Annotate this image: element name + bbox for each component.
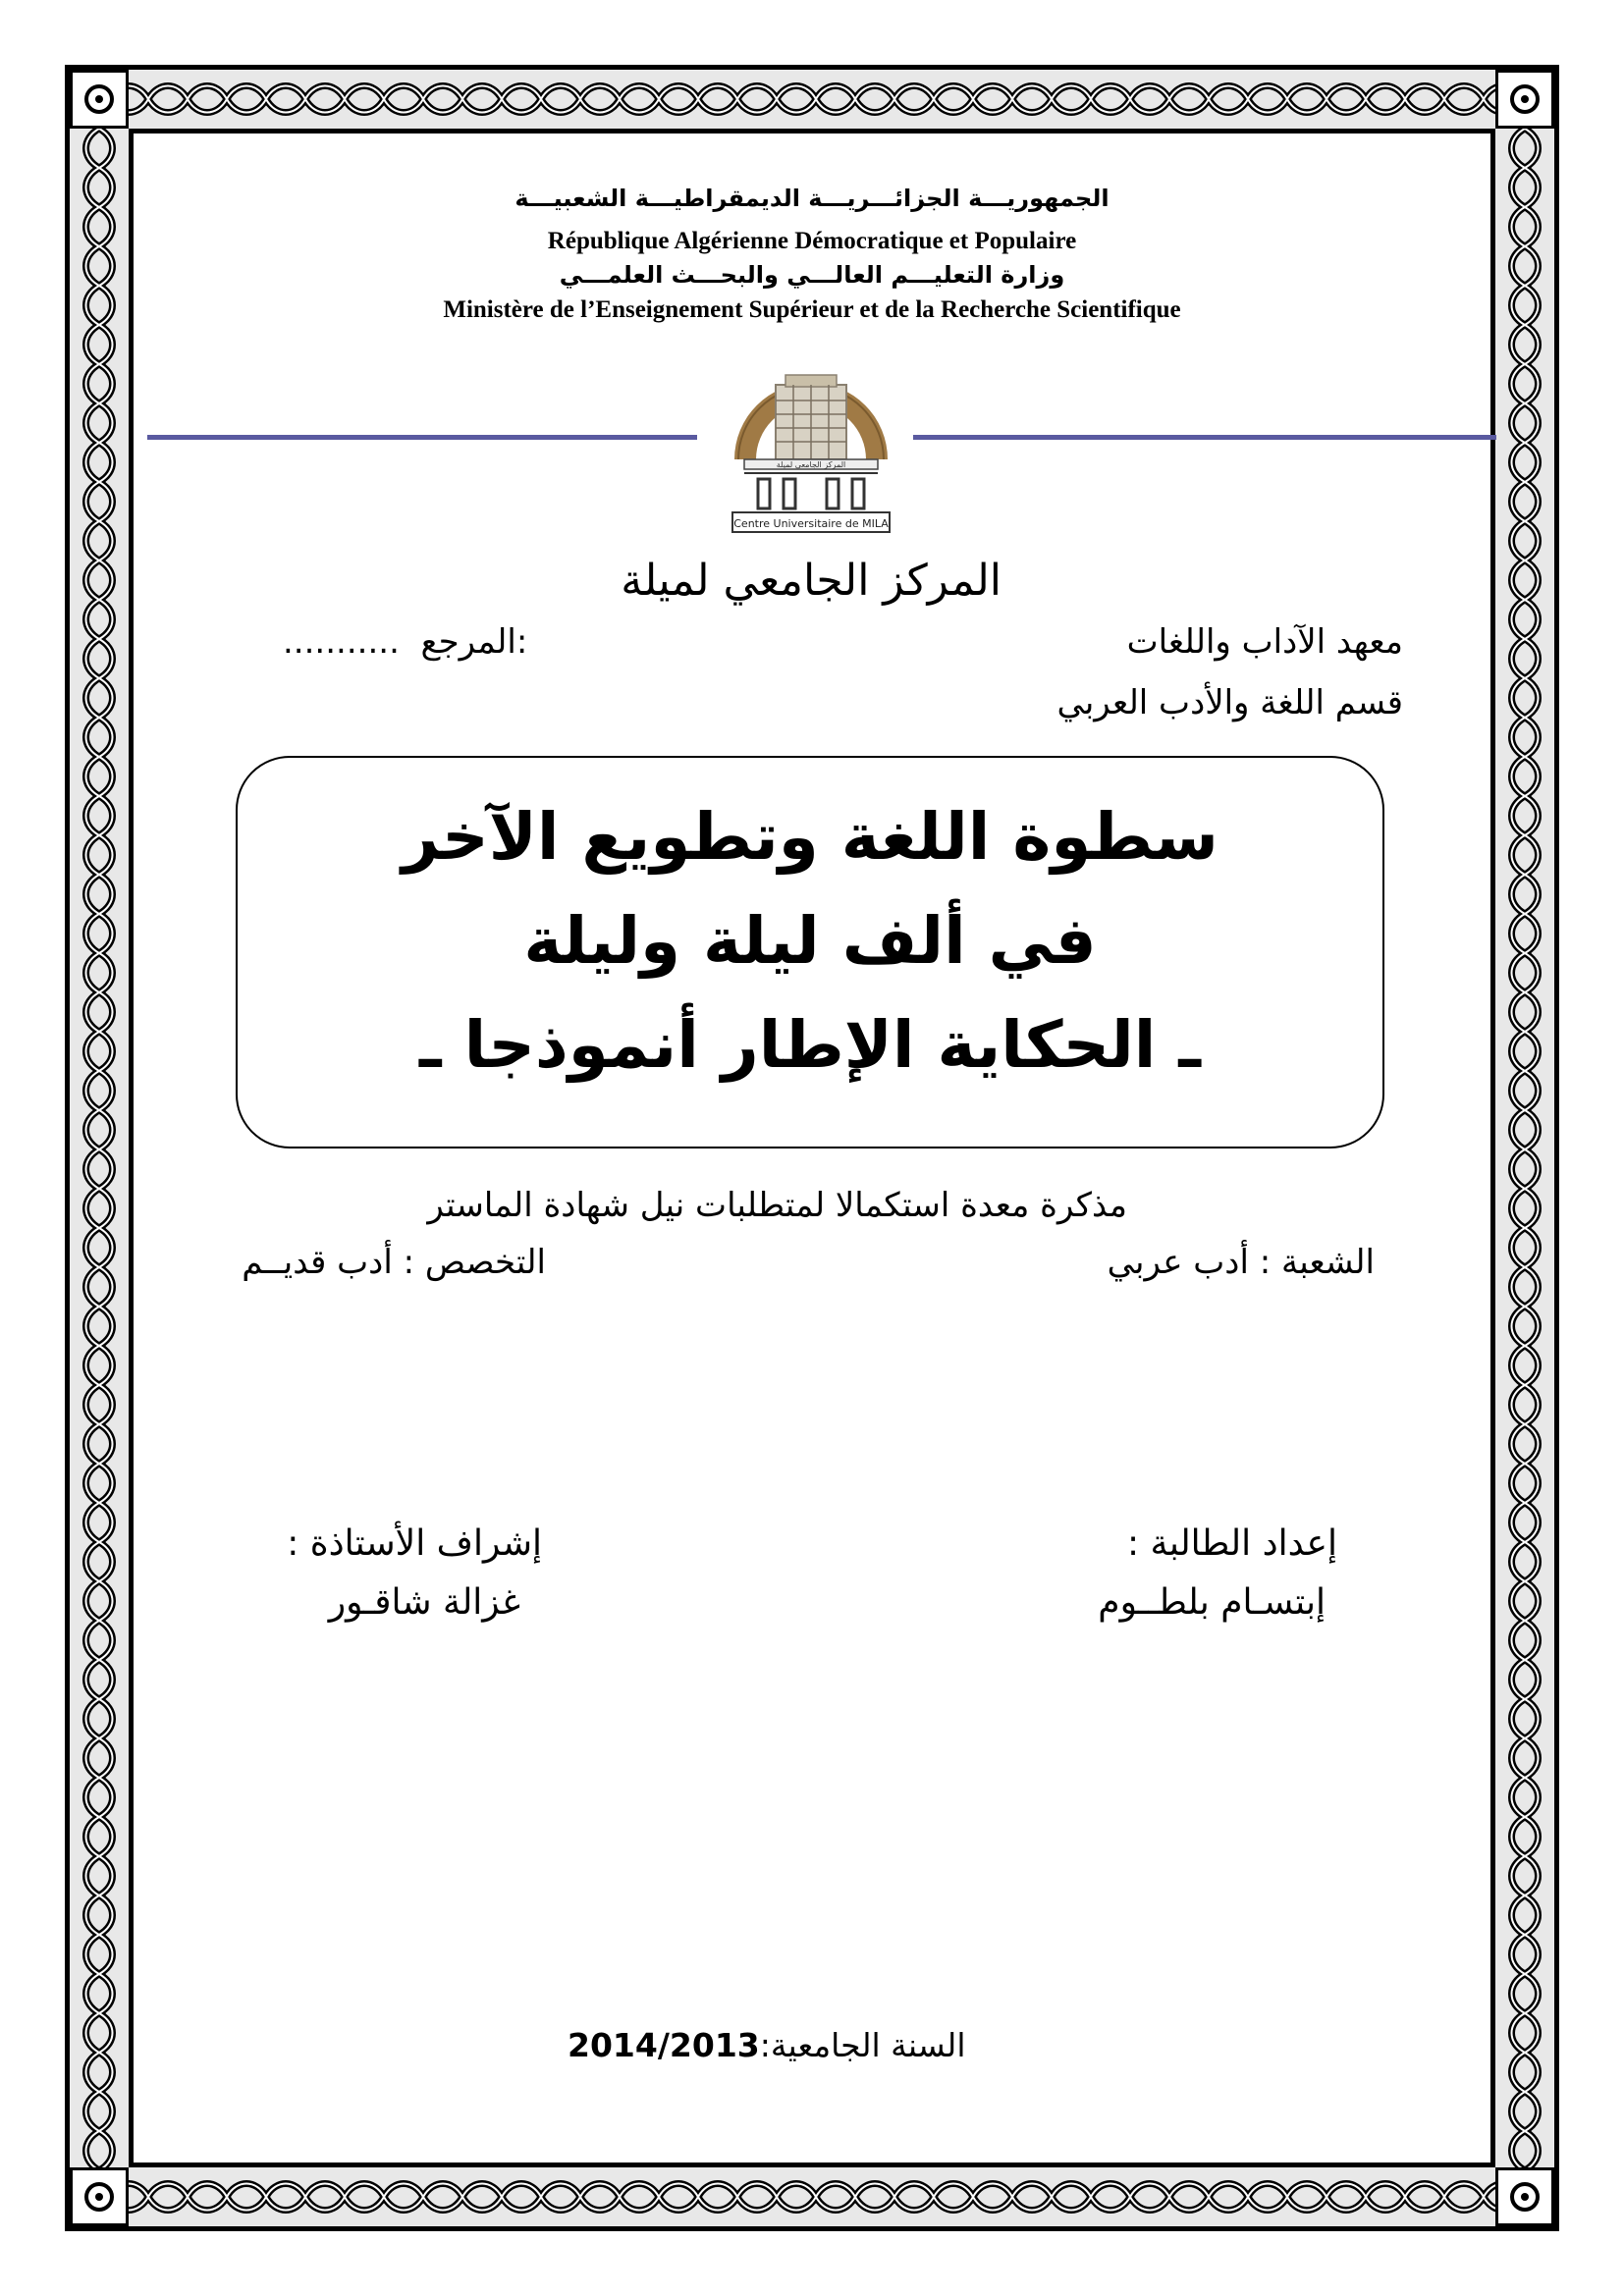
university-logo — [719, 357, 903, 536]
border-chain-top — [70, 70, 1554, 129]
thesis-title-line-2: في ألف ليلة وليلة — [523, 903, 1097, 979]
ministry-name-french: Ministère de l’Enseignement Supérieur et de la Recherche Scientifique — [443, 296, 1181, 323]
border-chain-bottom — [70, 2167, 1554, 2226]
logo-name-arabic: المركز الجامعي لميلة — [776, 460, 846, 469]
corner-ornament-bottom-left — [70, 2167, 129, 2226]
ministry-name-arabic: وزارة التعليـــم العالـــي والبحـــث العلمـــي — [559, 261, 1065, 289]
border-chain-left — [70, 129, 129, 2167]
reference-label: المرجع: — [420, 622, 528, 662]
republic-name-french: République Algérienne Démocratique et Populaire — [547, 228, 1077, 254]
corner-ornament-bottom-right — [1495, 2167, 1554, 2226]
thesis-title-line-3: ـ الحكاية الإطار أنموذجا ـ — [419, 1007, 1201, 1083]
header-divider-left — [147, 435, 697, 440]
reference-value: ........... — [283, 622, 400, 662]
logo-caption: Centre Universitaire de MILA — [733, 517, 889, 530]
thesis-purpose: مذكرة معدة استكمالا لمتطلبات نيل شهادة الماستر — [427, 1186, 1127, 1225]
student-label: إعداد الطالبة : — [1126, 1523, 1337, 1564]
academic-year — [568, 2026, 966, 2064]
supervisor-name: غزالة شاقـور — [328, 1582, 520, 1623]
header-divider-right — [913, 435, 1496, 440]
university-center-name: المركز الجامعي لميلة — [621, 556, 1001, 606]
academic-year-label: السنة الجامعية: — [759, 2026, 966, 2064]
student-name: إبتسـام بلطــوم — [1098, 1582, 1326, 1623]
thesis-title-line-1: سطوة اللغة وتطويع الآخر — [402, 799, 1218, 875]
institute-name: معهد الآداب واللغات — [1126, 622, 1403, 662]
thesis-specialty: التخصص : أدب قديــم — [242, 1243, 546, 1282]
reference-field — [283, 622, 527, 662]
corner-ornament-top-right — [1495, 70, 1554, 129]
republic-name-arabic: الجمهوريـــة الجزائـــريـــة الديمقراطيـــة الشعبيـــة — [514, 185, 1110, 212]
thesis-branch: الشعبة : أدب عربي — [1107, 1243, 1375, 1282]
department-name: قسم اللغة والأدب العربي — [1056, 683, 1403, 722]
supervisor-label: إشراف الأستاذة : — [287, 1523, 542, 1564]
corner-ornament-top-left — [70, 70, 129, 129]
border-chain-right — [1495, 129, 1554, 2167]
thesis-title-box — [236, 756, 1384, 1148]
academic-year-value: 2014/2013 — [568, 2026, 760, 2064]
